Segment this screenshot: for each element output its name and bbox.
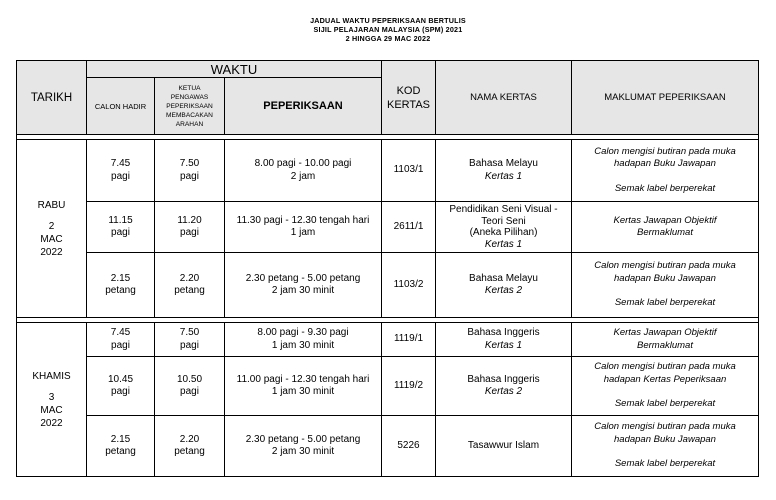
- day-month: MAC: [40, 404, 63, 416]
- nama-kertas-cell: Bahasa Melayu Kertas 1: [436, 140, 572, 202]
- day-date: 3: [48, 391, 55, 403]
- day-year: 2022: [40, 417, 63, 429]
- maklumat-cell: Calon mengisi butiran pada muka hadapan Kertas Peperiksaan Semak label berperekat: [572, 357, 759, 416]
- nama-kertas-cell: Pendidikan Seni Visual - Teori Seni (Aneka Pilihan) Kertas 1: [436, 202, 572, 253]
- maklumat-cell: Calon mengisi butiran pada muka hadapan Buku Jawapan Semak label berperekat: [572, 140, 759, 202]
- peperiksaan-cell: 8.00 pagi - 9.30 pagi 1 jam 30 minit: [225, 323, 382, 357]
- header-peperiksaan: PEPERIKSAAN: [225, 78, 382, 135]
- nama-kertas-cell: Bahasa Melayu Kertas 2: [436, 253, 572, 318]
- table-row: [17, 323, 759, 357]
- table-row: [17, 140, 759, 202]
- table-row: [17, 416, 759, 477]
- nama-kertas-cell: Bahasa Inggeris Kertas 1: [436, 323, 572, 357]
- header-maklumat: MAKLUMAT PEPERIKSAAN: [572, 61, 759, 135]
- calon-hadir-cell: 7.45 pagi: [87, 140, 155, 202]
- nama-kertas-cell: Tasawwur Islam: [436, 416, 572, 477]
- maklumat-cell: Kertas Jawapan Objektif Bermaklumat: [572, 202, 759, 253]
- kod-kertas-cell: 1103/2: [382, 253, 436, 318]
- header-row: [17, 61, 759, 78]
- header-kod-kertas: [382, 61, 436, 135]
- ketua-pengawas-cell: 10.50 pagi: [155, 357, 225, 416]
- kod-kertas-cell: 1119/2: [382, 357, 436, 416]
- header-tarikh: TARIKH: [17, 61, 87, 135]
- header-waktu: WAKTU: [87, 61, 382, 78]
- title-line-2: SIJIL PELAJARAN MALAYSIA (SPM) 2021: [313, 25, 463, 34]
- header-ketua-line: KETUA: [178, 84, 201, 92]
- day-month: MAC: [40, 233, 63, 245]
- kod-kertas-cell: 2611/1: [382, 202, 436, 253]
- header-nama-kertas: NAMA KERTAS: [436, 61, 572, 135]
- table-row: [17, 202, 759, 253]
- ketua-pengawas-cell: 7.50 pagi: [155, 140, 225, 202]
- calon-hadir-cell: 7.45 pagi: [87, 323, 155, 357]
- calon-hadir-cell: 2.15 petang: [87, 416, 155, 477]
- day-year: 2022: [40, 246, 63, 258]
- kod-kertas-cell: 5226: [382, 416, 436, 477]
- ketua-pengawas-cell: 7.50 pagi: [155, 323, 225, 357]
- title-line-3: 2 HINGGA 29 MAC 2022: [345, 34, 431, 43]
- peperiksaan-cell: 8.00 pagi - 10.00 pagi 2 jam: [225, 140, 382, 202]
- title-line-1: JADUAL WAKTU PEPERIKSAAN BERTULIS: [310, 16, 466, 25]
- date-cell-rabu: [17, 140, 87, 318]
- maklumat-cell: Calon mengisi butiran pada muka hadapan Buku Jawapan Semak label berperekat: [572, 253, 759, 318]
- header-arahan-line: ARAHAN: [175, 120, 204, 128]
- header-peperiksaan-line: PEPERIKSAAN: [166, 102, 213, 110]
- calon-hadir-cell: 2.15 petang: [87, 253, 155, 318]
- ketua-pengawas-cell: 11.20 pagi: [155, 202, 225, 253]
- ketua-pengawas-cell: 2.20 petang: [155, 416, 225, 477]
- header-membacakan-line: MEMBACAKAN: [166, 111, 213, 119]
- day-name: RABU: [37, 199, 66, 211]
- table-row: [17, 253, 759, 318]
- kod-kertas-cell: 1119/1: [382, 323, 436, 357]
- day-date: 2: [48, 220, 55, 232]
- header-kod-line: KOD: [396, 84, 421, 97]
- ketua-pengawas-cell: 2.20 petang: [155, 253, 225, 318]
- peperiksaan-cell: 2.30 petang - 5.00 petang 2 jam 30 minit: [225, 253, 382, 318]
- maklumat-cell: Calon mengisi butiran pada muka hadapan Buku Jawapan Semak label berperekat: [572, 416, 759, 477]
- nama-kertas-cell: Bahasa Inggeris Kertas 2: [436, 357, 572, 416]
- calon-hadir-cell: 11.15 pagi: [87, 202, 155, 253]
- day-name: KHAMIS: [32, 370, 71, 382]
- exam-schedule-table: [16, 60, 759, 477]
- date-cell-khamis: [17, 323, 87, 477]
- header-kertas-line: KERTAS: [387, 98, 430, 111]
- table-row: [17, 357, 759, 416]
- kod-kertas-cell: 1103/1: [382, 140, 436, 202]
- document-title: [0, 16, 776, 43]
- calon-hadir-cell: 10.45 pagi: [87, 357, 155, 416]
- peperiksaan-cell: 11.30 pagi - 12.30 tengah hari 1 jam: [225, 202, 382, 253]
- maklumat-cell: Kertas Jawapan Objektif Bermaklumat: [572, 323, 759, 357]
- header-pengawas-line: PENGAWAS: [170, 93, 209, 101]
- peperiksaan-cell: 2.30 petang - 5.00 petang 2 jam 30 minit: [225, 416, 382, 477]
- header-ketua-pengawas: [155, 78, 225, 135]
- header-calon-hadir: CALON HADIR: [87, 78, 155, 135]
- peperiksaan-cell: 11.00 pagi - 12.30 tengah hari 1 jam 30 minit: [225, 357, 382, 416]
